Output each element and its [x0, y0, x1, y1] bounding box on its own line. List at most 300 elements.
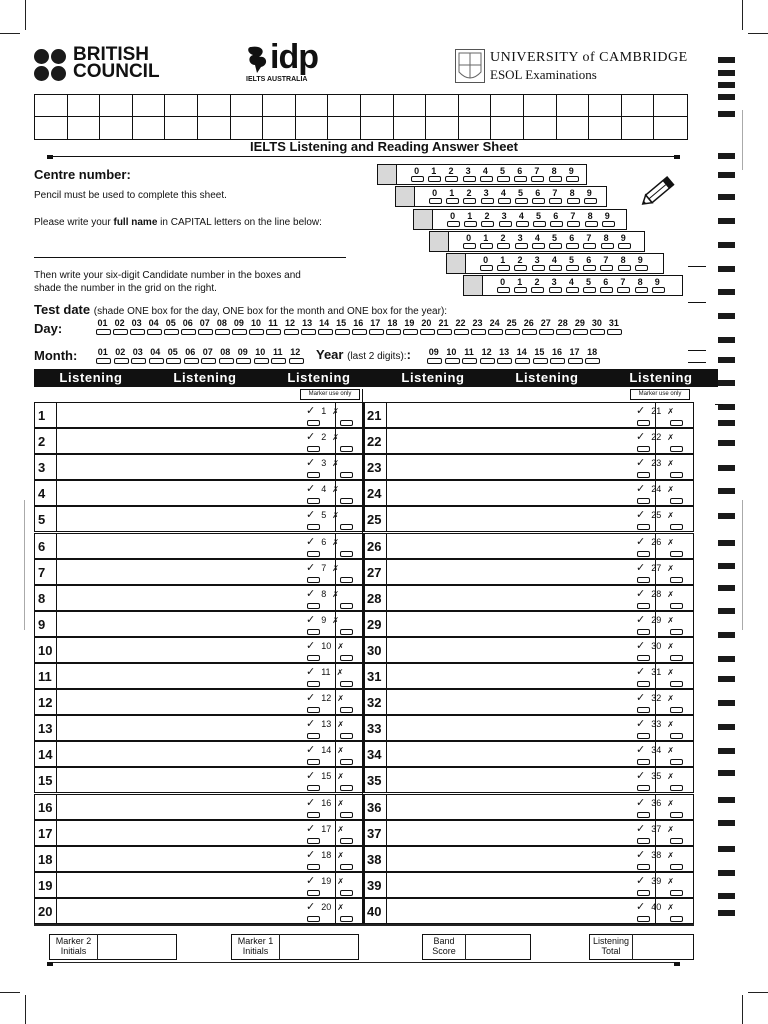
answer-field[interactable]: [56, 533, 336, 559]
name-letter-cell[interactable]: [459, 95, 492, 117]
day-options[interactable]: [94, 318, 622, 328]
name-letter-cell[interactable]: [394, 117, 427, 139]
day-option[interactable]: 01: [94, 318, 111, 328]
centre-digit-box[interactable]: [378, 165, 397, 184]
digit-option[interactable]: 7: [564, 211, 581, 221]
cross-bubble[interactable]: [340, 498, 353, 504]
digit-option[interactable]: 2: [442, 166, 459, 176]
day-option[interactable]: 04: [145, 318, 162, 328]
tick-bubble[interactable]: [637, 603, 650, 609]
name-letter-cell[interactable]: [231, 95, 264, 117]
cross-bubble[interactable]: [670, 446, 683, 452]
day-option[interactable]: 30: [588, 318, 605, 328]
answer-field[interactable]: [386, 637, 656, 663]
digit-option[interactable]: 5: [580, 277, 597, 287]
answer-field[interactable]: [56, 820, 336, 846]
digit-options: [444, 211, 616, 221]
cross-bubble[interactable]: [670, 707, 683, 713]
digit-option[interactable]: 9: [581, 188, 598, 198]
day-option[interactable]: 16: [350, 318, 367, 328]
answer-field[interactable]: [386, 663, 656, 689]
centre-digit-box[interactable]: [430, 232, 449, 251]
tick-bubble[interactable]: [637, 446, 650, 452]
cross-bubble[interactable]: [670, 759, 683, 765]
day-option[interactable]: 29: [571, 318, 588, 328]
cross-bubble[interactable]: [340, 472, 353, 478]
name-letter-cell[interactable]: [165, 95, 198, 117]
tick-bubble[interactable]: [637, 551, 650, 557]
tick-bubble[interactable]: [307, 655, 320, 661]
day-option[interactable]: 03: [128, 318, 145, 328]
digit-option[interactable]: 7: [580, 233, 597, 243]
month-option[interactable]: 09: [234, 347, 252, 357]
cross-bubble[interactable]: [340, 524, 353, 530]
name-letter-cell[interactable]: [426, 117, 459, 139]
cross-bubble[interactable]: [340, 785, 353, 791]
day-option[interactable]: 11: [264, 318, 281, 328]
year-option[interactable]: 14: [513, 347, 531, 357]
cross-bubble[interactable]: [340, 603, 353, 609]
answer-field[interactable]: [386, 846, 656, 872]
digit-option[interactable]: 8: [632, 277, 649, 287]
name-letter-cell[interactable]: [361, 117, 394, 139]
month-option[interactable]: 11: [269, 347, 287, 357]
tick-bubble[interactable]: [307, 890, 320, 896]
day-option[interactable]: 17: [367, 318, 384, 328]
digit-option[interactable]: 9: [599, 211, 616, 221]
cross-bubble[interactable]: [670, 681, 683, 687]
name-letter-cell[interactable]: [654, 95, 687, 117]
tick-bubble[interactable]: [307, 629, 320, 635]
name-letter-cell[interactable]: [589, 95, 622, 117]
digit-option[interactable]: 4: [546, 255, 563, 265]
tick-bubble[interactable]: [637, 655, 650, 661]
cross-bubble[interactable]: [670, 655, 683, 661]
answer-field[interactable]: [386, 898, 656, 924]
answer-field[interactable]: [56, 741, 336, 767]
centre-digit-box[interactable]: [464, 276, 483, 295]
day-option[interactable]: 20: [418, 318, 435, 328]
tick-bubble[interactable]: [637, 629, 650, 635]
cross-icon: ✗: [667, 511, 674, 521]
tick-bubble[interactable]: [307, 603, 320, 609]
tick-bubble[interactable]: [637, 785, 650, 791]
answer-field[interactable]: [56, 506, 336, 532]
year-option[interactable]: 11: [460, 347, 478, 357]
tick-bubble[interactable]: [637, 681, 650, 687]
digit-option[interactable]: 6: [547, 211, 564, 221]
answer-field[interactable]: [56, 454, 336, 480]
digit-option[interactable]: 9: [615, 233, 632, 243]
answer-field[interactable]: [56, 872, 336, 898]
digit-option[interactable]: 1: [511, 277, 528, 287]
digit-option[interactable]: 0: [460, 233, 477, 243]
cross-bubble[interactable]: [340, 655, 353, 661]
digit-option[interactable]: 3: [512, 233, 529, 243]
answer-field[interactable]: [56, 428, 336, 454]
digit-option[interactable]: 9: [563, 166, 580, 176]
digit-option[interactable]: 3: [529, 255, 546, 265]
tick-bubble[interactable]: [307, 420, 320, 426]
centre-digit-row[interactable]: [377, 164, 587, 185]
digit-option[interactable]: 0: [426, 188, 443, 198]
answer-field[interactable]: [56, 767, 336, 793]
question-number: 23: [367, 460, 382, 476]
tick-bubble[interactable]: [637, 759, 650, 765]
month-option[interactable]: 01: [94, 347, 112, 357]
digit-option[interactable]: 8: [598, 233, 615, 243]
cross-bubble[interactable]: [670, 890, 683, 896]
tick-bubble[interactable]: [637, 733, 650, 739]
cross-bubble[interactable]: [340, 812, 353, 818]
cross-bubble[interactable]: [340, 551, 353, 557]
name-letter-cell[interactable]: [263, 95, 296, 117]
centre-digit-box[interactable]: [414, 210, 433, 229]
day-option[interactable]: 23: [469, 318, 486, 328]
tick-bubble[interactable]: [307, 524, 320, 530]
cross-bubble[interactable]: [340, 446, 353, 452]
cross-bubble[interactable]: [670, 603, 683, 609]
centre-digit-row[interactable]: [395, 186, 607, 207]
digit-option[interactable]: 7: [528, 166, 545, 176]
month-option[interactable]: 06: [182, 347, 200, 357]
tick-bubble[interactable]: [307, 864, 320, 870]
digit-option[interactable]: 1: [443, 188, 460, 198]
centre-digit-row[interactable]: [463, 275, 683, 296]
digit-option[interactable]: 2: [460, 188, 477, 198]
digit-option[interactable]: 8: [546, 166, 563, 176]
answer-field[interactable]: [56, 846, 336, 872]
name-letter-cell[interactable]: [361, 95, 394, 117]
tick-bubble[interactable]: [637, 707, 650, 713]
cross-bubble[interactable]: [670, 733, 683, 739]
marker-number: 7: [321, 562, 327, 573]
cross-bubble[interactable]: [340, 916, 353, 922]
day-option[interactable]: 12: [282, 318, 299, 328]
day-option[interactable]: 09: [230, 318, 247, 328]
tick-bubble[interactable]: [637, 890, 650, 896]
tick-bubble[interactable]: [307, 551, 320, 557]
digit-option[interactable]: 7: [597, 255, 614, 265]
answer-field[interactable]: [56, 402, 336, 428]
answer-field[interactable]: [386, 741, 656, 767]
cross-bubble[interactable]: [670, 916, 683, 922]
tick-bubble[interactable]: [307, 812, 320, 818]
answer-field[interactable]: [386, 715, 656, 741]
digit-option[interactable]: 5: [494, 166, 511, 176]
centre-digit-row[interactable]: [446, 253, 664, 274]
tick-bubble[interactable]: [307, 838, 320, 844]
name-letter-cell[interactable]: [100, 117, 133, 139]
tick-bubble[interactable]: [307, 759, 320, 765]
day-option[interactable]: 18: [384, 318, 401, 328]
name-letter-cell[interactable]: [231, 117, 264, 139]
cross-bubble[interactable]: [340, 759, 353, 765]
month-option[interactable]: 12: [287, 347, 305, 357]
cross-bubble[interactable]: [670, 420, 683, 426]
digit-option[interactable]: 4: [529, 233, 546, 243]
digit-option[interactable]: 0: [408, 166, 425, 176]
name-letter-cell[interactable]: [68, 117, 101, 139]
name-letter-cell[interactable]: [394, 95, 427, 117]
day-option[interactable]: 28: [554, 318, 571, 328]
digit-option[interactable]: 9: [632, 255, 649, 265]
cross-bubble[interactable]: [340, 707, 353, 713]
cross-bubble[interactable]: [670, 864, 683, 870]
answer-field[interactable]: [386, 767, 656, 793]
name-letter-cell[interactable]: [263, 117, 296, 139]
day-option[interactable]: 08: [213, 318, 230, 328]
answer-field[interactable]: [56, 585, 336, 611]
name-letter-cell[interactable]: [622, 117, 655, 139]
name-letter-cell[interactable]: [328, 95, 361, 117]
digit-option[interactable]: 4: [513, 211, 530, 221]
answer-field[interactable]: [386, 820, 656, 846]
cross-bubble[interactable]: [670, 524, 683, 530]
cross-bubble[interactable]: [670, 498, 683, 504]
answer-field[interactable]: [56, 480, 336, 506]
month-option[interactable]: 02: [112, 347, 130, 357]
tick-bubble[interactable]: [637, 498, 650, 504]
centre-digit-box[interactable]: [396, 187, 415, 206]
answer-field[interactable]: [386, 428, 656, 454]
month-option[interactable]: 07: [199, 347, 217, 357]
month-options[interactable]: [94, 347, 304, 357]
digit-option[interactable]: 5: [546, 233, 563, 243]
digit-option[interactable]: 3: [460, 166, 477, 176]
day-option[interactable]: 31: [605, 318, 622, 328]
month-option[interactable]: 04: [147, 347, 165, 357]
name-letter-cell[interactable]: [100, 95, 133, 117]
digit-option[interactable]: 0: [494, 277, 511, 287]
name-letter-cell[interactable]: [557, 95, 590, 117]
digit-option[interactable]: 2: [511, 255, 528, 265]
name-letter-cell[interactable]: [133, 117, 166, 139]
answer-field[interactable]: [386, 872, 656, 898]
name-letter-cell[interactable]: [133, 95, 166, 117]
crop-mark: [748, 33, 768, 34]
digit-option[interactable]: 8: [564, 188, 581, 198]
name-letter-cell[interactable]: [622, 95, 655, 117]
tick-bubble[interactable]: [307, 577, 320, 583]
day-option[interactable]: 25: [503, 318, 520, 328]
digit-option[interactable]: 5: [512, 188, 529, 198]
cross-bubble[interactable]: [670, 838, 683, 844]
centre-digit-row[interactable]: [413, 209, 627, 230]
cross-bubble[interactable]: [340, 629, 353, 635]
cross-bubble[interactable]: [340, 577, 353, 583]
day-option[interactable]: 19: [401, 318, 418, 328]
month-option[interactable]: 05: [164, 347, 182, 357]
tick-bubble[interactable]: [307, 472, 320, 478]
tick-bubble[interactable]: [307, 785, 320, 791]
tick-bubble[interactable]: [307, 707, 320, 713]
tick-bubble[interactable]: [307, 681, 320, 687]
digit-option[interactable]: 6: [511, 166, 528, 176]
digit-option[interactable]: 3: [546, 277, 563, 287]
answer-field[interactable]: [386, 611, 656, 637]
full-name-line[interactable]: [34, 257, 346, 258]
name-letter-cell[interactable]: [524, 117, 557, 139]
digit-option[interactable]: 4: [495, 188, 512, 198]
digit-option[interactable]: 8: [615, 255, 632, 265]
cross-bubble[interactable]: [340, 890, 353, 896]
name-letter-cell[interactable]: [165, 117, 198, 139]
answer-field[interactable]: [56, 898, 336, 924]
marker-number: 8: [321, 588, 327, 599]
digit-option[interactable]: 4: [563, 277, 580, 287]
month-option[interactable]: 08: [217, 347, 235, 357]
day-option[interactable]: 06: [179, 318, 196, 328]
name-letter-cell[interactable]: [654, 117, 687, 139]
year-option[interactable]: 12: [478, 347, 496, 357]
name-letter-cell[interactable]: [198, 95, 231, 117]
name-letter-cell[interactable]: [68, 95, 101, 117]
cross-bubble[interactable]: [340, 733, 353, 739]
digit-option[interactable]: 1: [494, 255, 511, 265]
tick-bubble[interactable]: [307, 446, 320, 452]
name-letter-cell[interactable]: [296, 95, 329, 117]
name-letter-cell[interactable]: [328, 117, 361, 139]
name-letter-cell[interactable]: [426, 95, 459, 117]
digit-option[interactable]: 0: [444, 211, 461, 221]
year-option[interactable]: 10: [443, 347, 461, 357]
answer-field[interactable]: [386, 689, 656, 715]
marker-number: 25: [651, 510, 662, 521]
year-options[interactable]: [425, 347, 601, 357]
question-number: 38: [367, 851, 382, 867]
day-option[interactable]: 07: [196, 318, 213, 328]
answer-field[interactable]: [56, 689, 336, 715]
answer-field[interactable]: [386, 454, 656, 480]
answer-field[interactable]: [386, 402, 656, 428]
name-letter-grid[interactable]: [34, 94, 688, 140]
name-letter-cell[interactable]: [524, 95, 557, 117]
day-option[interactable]: 13: [299, 318, 316, 328]
day-option[interactable]: 26: [520, 318, 537, 328]
digit-option[interactable]: 1: [425, 166, 442, 176]
year-option[interactable]: 18: [583, 347, 601, 357]
day-option[interactable]: 02: [111, 318, 128, 328]
digit-option[interactable]: 4: [477, 166, 494, 176]
day-option[interactable]: 14: [316, 318, 333, 328]
marker-number: 20: [321, 901, 332, 912]
tick-bubble[interactable]: [307, 498, 320, 504]
digit-option[interactable]: 3: [496, 211, 513, 221]
digit-option[interactable]: 8: [582, 211, 599, 221]
cross-bubble[interactable]: [340, 420, 353, 426]
cross-bubble[interactable]: [670, 577, 683, 583]
day-option[interactable]: 10: [247, 318, 264, 328]
cross-bubble[interactable]: [670, 812, 683, 818]
day-option[interactable]: 24: [486, 318, 503, 328]
month-option[interactable]: 03: [129, 347, 147, 357]
tick-bubble[interactable]: [307, 916, 320, 922]
year-option[interactable]: 15: [531, 347, 549, 357]
digit-option[interactable]: 1: [477, 233, 494, 243]
cross-bubble[interactable]: [670, 785, 683, 791]
name-letter-cell[interactable]: [35, 117, 68, 139]
centre-digit-box[interactable]: [447, 254, 466, 273]
cross-bubble[interactable]: [340, 838, 353, 844]
answer-field[interactable]: [386, 794, 656, 820]
answer-field[interactable]: [386, 506, 656, 532]
name-letter-cell[interactable]: [35, 95, 68, 117]
name-letter-cell[interactable]: [459, 117, 492, 139]
tick-bubble[interactable]: [637, 524, 650, 530]
answer-field[interactable]: [56, 559, 336, 585]
answer-field[interactable]: [56, 663, 336, 689]
answer-field[interactable]: [386, 585, 656, 611]
digit-option[interactable]: 9: [649, 277, 666, 287]
digit-option[interactable]: 6: [597, 277, 614, 287]
tick-bubble[interactable]: [637, 838, 650, 844]
answer-field[interactable]: [56, 794, 336, 820]
digit-option[interactable]: 6: [580, 255, 597, 265]
cross-bubble[interactable]: [340, 864, 353, 870]
digit-option[interactable]: 1: [461, 211, 478, 221]
cross-icon: ✗: [667, 537, 674, 547]
tick-bubble[interactable]: [637, 420, 650, 426]
digit-option[interactable]: 3: [478, 188, 495, 198]
digit-option[interactable]: 5: [530, 211, 547, 221]
tick-bubble[interactable]: [307, 733, 320, 739]
day-option[interactable]: 21: [435, 318, 452, 328]
year-option[interactable]: 17: [566, 347, 584, 357]
tick-bubble[interactable]: [637, 812, 650, 818]
digit-option[interactable]: 7: [614, 277, 631, 287]
answer-field[interactable]: [386, 559, 656, 585]
year-option[interactable]: 09: [425, 347, 443, 357]
day-option[interactable]: 22: [452, 318, 469, 328]
tick-bubble[interactable]: [637, 472, 650, 478]
tick-bubble[interactable]: [637, 864, 650, 870]
tick-bubble[interactable]: [637, 577, 650, 583]
answer-field[interactable]: [386, 480, 656, 506]
digit-option[interactable]: 7: [546, 188, 563, 198]
digit-option[interactable]: 5: [563, 255, 580, 265]
answer-field[interactable]: [56, 611, 336, 637]
digit-option[interactable]: 6: [563, 233, 580, 243]
day-option[interactable]: 05: [162, 318, 179, 328]
name-letter-cell[interactable]: [198, 117, 231, 139]
answer-field[interactable]: [386, 533, 656, 559]
name-letter-cell[interactable]: [491, 117, 524, 139]
digit-option[interactable]: 6: [529, 188, 546, 198]
name-letter-cell[interactable]: [589, 117, 622, 139]
digit-option[interactable]: 0: [477, 255, 494, 265]
digit-option[interactable]: 2: [494, 233, 511, 243]
centre-digit-row[interactable]: [429, 231, 645, 252]
tick-bubble[interactable]: [637, 916, 650, 922]
cross-bubble[interactable]: [670, 551, 683, 557]
year-option[interactable]: 13: [495, 347, 513, 357]
name-letter-cell[interactable]: [491, 95, 524, 117]
answer-field[interactable]: [56, 715, 336, 741]
month-option[interactable]: 10: [252, 347, 270, 357]
cross-bubble[interactable]: [670, 629, 683, 635]
answer-field[interactable]: [56, 637, 336, 663]
day-option[interactable]: 15: [333, 318, 350, 328]
cross-bubble[interactable]: [670, 472, 683, 478]
cross-bubble[interactable]: [340, 681, 353, 687]
day-option[interactable]: 27: [537, 318, 554, 328]
name-letter-cell[interactable]: [296, 117, 329, 139]
year-option[interactable]: 16: [548, 347, 566, 357]
digit-option[interactable]: 2: [478, 211, 495, 221]
name-letter-cell[interactable]: [557, 117, 590, 139]
digit-option[interactable]: 2: [528, 277, 545, 287]
